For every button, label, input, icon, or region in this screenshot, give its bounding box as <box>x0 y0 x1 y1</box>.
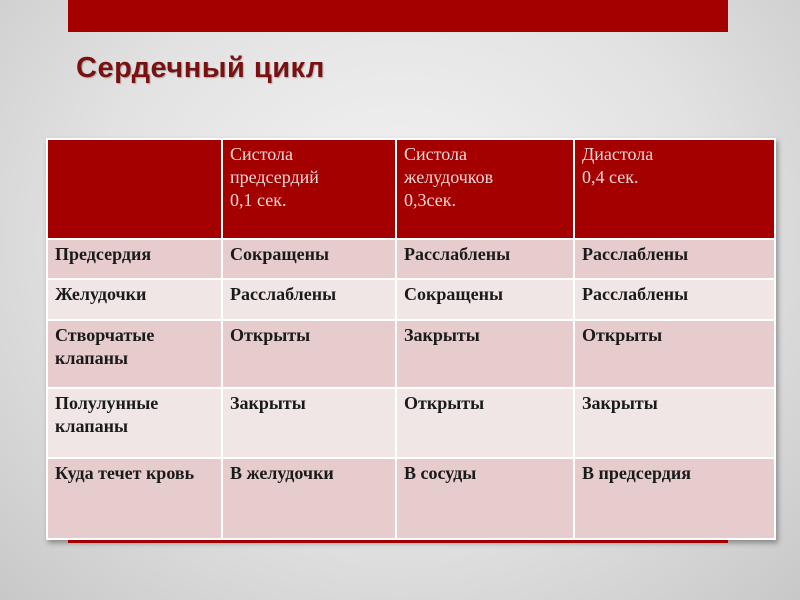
cardiac-cycle-table <box>46 138 776 540</box>
table-row <box>47 279 775 320</box>
table-row <box>47 320 775 388</box>
header-line: 0,4 сек. <box>582 167 639 187</box>
table-cell: В желудочки <box>222 458 396 539</box>
header-diastole <box>574 139 775 239</box>
table-cell: Расслаблены <box>222 279 396 320</box>
top-accent-band <box>68 0 728 32</box>
table-cell: Закрыты <box>222 388 396 458</box>
table-cell: Сокращены <box>396 279 574 320</box>
row-label: Полулунные клапаны <box>47 388 222 458</box>
table-cell: В сосуды <box>396 458 574 539</box>
header-line: предсердий <box>230 167 319 187</box>
table-cell: Расслаблены <box>574 279 775 320</box>
header-corner-cell <box>47 139 222 239</box>
header-line: Систола <box>230 144 293 164</box>
header-line: Диастола <box>582 144 654 164</box>
header-line: 0,1 сек. <box>230 190 287 210</box>
header-line: Систола <box>404 144 467 164</box>
table-cell: Расслаблены <box>574 239 775 279</box>
table-cell: Открыты <box>222 320 396 388</box>
table-row <box>47 388 775 458</box>
header-line: 0,3сек. <box>404 190 456 210</box>
table-cell: Сокращены <box>222 239 396 279</box>
bottom-accent-line <box>68 540 728 543</box>
header-atrial-systole <box>222 139 396 239</box>
table-row <box>47 239 775 279</box>
table-cell: В предсердия <box>574 458 775 539</box>
row-label: Куда течет кровь <box>47 458 222 539</box>
table-header-row <box>47 139 775 239</box>
table-cell: Закрыты <box>396 320 574 388</box>
row-label: Предсердия <box>47 239 222 279</box>
row-label: Створчатые клапаны <box>47 320 222 388</box>
slide-title: Сердечный цикл <box>76 52 325 84</box>
header-ventricular-systole <box>396 139 574 239</box>
table-cell: Расслаблены <box>396 239 574 279</box>
table-cell: Открыты <box>396 388 574 458</box>
row-label: Желудочки <box>47 279 222 320</box>
header-line: желудочков <box>404 167 494 187</box>
table-cell: Открыты <box>574 320 775 388</box>
table-row <box>47 458 775 539</box>
table-cell: Закрыты <box>574 388 775 458</box>
